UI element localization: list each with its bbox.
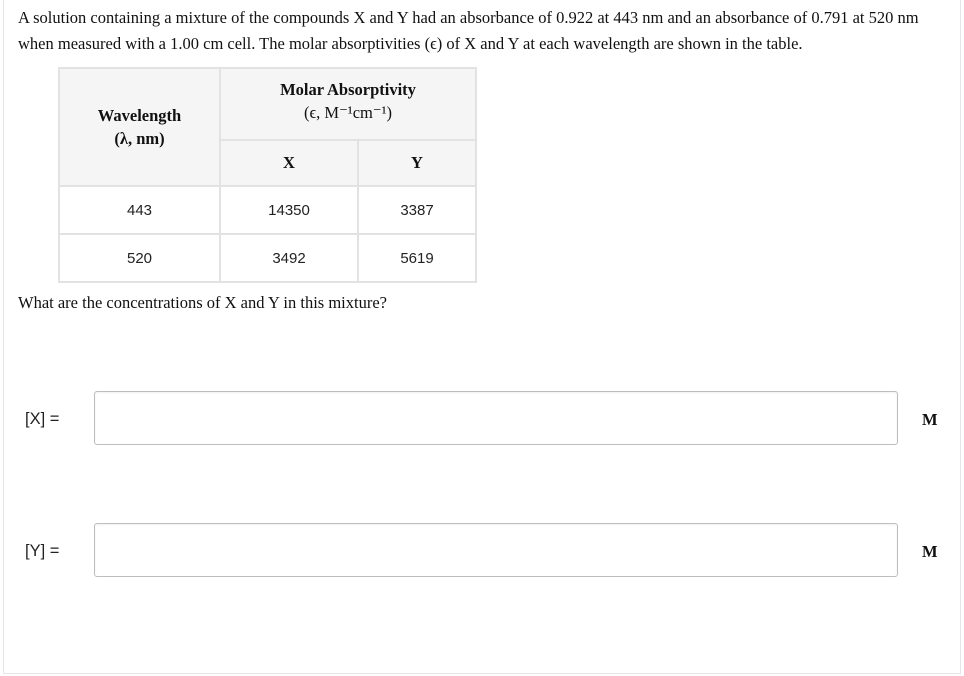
column-y-header: Y <box>358 140 476 186</box>
x-concentration-input[interactable] <box>94 391 898 445</box>
wavelength-cell: 520 <box>59 234 220 282</box>
table-header-row <box>59 68 476 140</box>
wavelength-header <box>59 68 220 186</box>
absorptivity-table <box>58 67 477 283</box>
y-concentration-input[interactable] <box>94 523 898 577</box>
absorptivity-header-unit: (ϵ, M⁻¹cm⁻¹) <box>303 103 393 122</box>
table-row <box>59 234 476 282</box>
wavelength-header-label: Wavelength <box>97 106 182 125</box>
x-absorptivity-cell: 3492 <box>220 234 358 282</box>
y-absorptivity-cell: 5619 <box>358 234 476 282</box>
absorptivity-header-label: Molar Absorptivity <box>280 80 416 99</box>
wavelength-header-unit: (λ, nm) <box>114 129 165 148</box>
y-unit-label: M <box>922 542 938 561</box>
table-row <box>59 186 476 234</box>
question-text: What are the concentrations of X and Y in this mixture? <box>18 293 387 312</box>
absorptivity-header <box>220 68 476 140</box>
column-x-header: X <box>220 140 358 186</box>
problem-statement: A solution containing a mixture of the compounds X and Y had an absorbance of 0.922 at 443 nm and an absorbance of 0.791 at 520 nm when measured with a 1.00 cm cell. The molar absorptivities (ϵ) of X and Y at each wavelength are shown in the table. <box>18 8 919 53</box>
y-absorptivity-cell: 3387 <box>358 186 476 234</box>
x-absorptivity-cell: 14350 <box>220 186 358 234</box>
x-unit-label: M <box>922 410 938 429</box>
wavelength-cell: 443 <box>59 186 220 234</box>
y-concentration-label: [Y] = <box>25 542 60 560</box>
x-concentration-label: [X] = <box>25 410 60 428</box>
